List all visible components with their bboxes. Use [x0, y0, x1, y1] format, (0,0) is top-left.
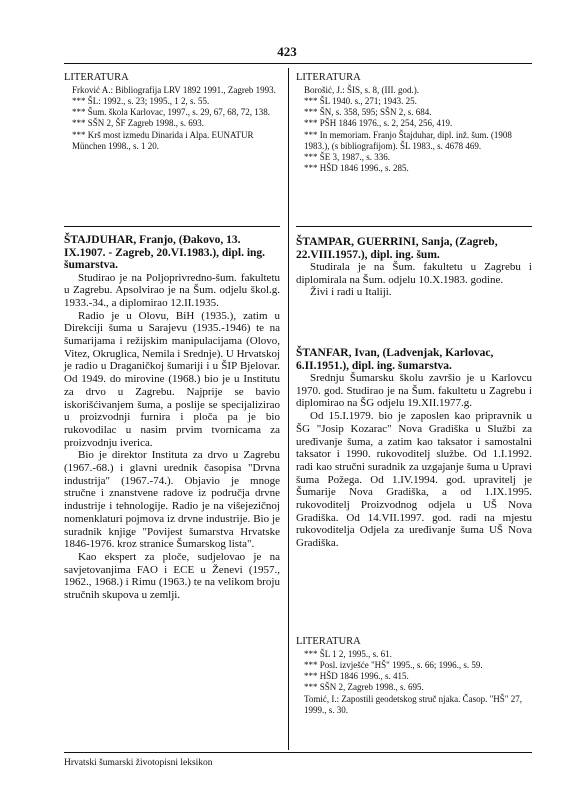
- entry-paragraph: Radio je u Olovu, BiH (1935.), zatim u Direkciji šuma u Sarajevu (1935.-1946) te na šumarijama i režijskim manipulacijama (Olovo, Vitez, Okruglica, Nemila i Srednje). U Hrvatskoj je radio u Draganičkoj šumariji i u ŠIP Bjelovar. Od 1949. do mirovine (1968.) bio je u Institutu za drvo u Zagrebu. Najprije se bavio iskorišćivanjem šuma, a poslije se specijalizirao u proizvodnji furnira i ploča pa je bio rukovodilac u nasim prvim tvornicama za proizvodnju iverica.: [64, 309, 280, 449]
- literature-item: *** Krš most izmedu Dinarida i Alpa. EUNATUR München 1998., s. 1 20.: [72, 129, 254, 151]
- literature-item: *** HŠD 1846 1996., s. 415.: [304, 671, 409, 682]
- entry-heading: ŠTANFAR, Ivan, (Ladvenjak, Karlovac, 6.II.1951.), dipl. ing. šumarstva.: [296, 347, 494, 372]
- literature-item: *** PŠH 1846 1976., s. 2, 254, 256, 419.: [304, 118, 453, 129]
- entry-paragraph: Bio je direktor Instituta za drvo u Zagrebu (1967.-68.) i glavni urednik časopisa "Drvna industrija" (1967.-74.). Objavio je mnoge stručne i znanstvene radove iz područja drvne industrije i tehnologije. Radio je na višejezičnoj nomenklaturi pojmova iz drvne industrije. Bio je suradnik knjige "Povijest šumarstva Hrvatske 1846-1976. kroz stranice Šumarskog lista".: [64, 449, 280, 551]
- entry-paragraph: Živi i radi u Italiji.: [310, 286, 392, 299]
- right-literature-2: [296, 636, 532, 716]
- entry-stampar: [296, 236, 532, 299]
- literature-heading: LITERATURA: [64, 72, 129, 83]
- entry-paragraph: Studirala je na Šum. fakultetu u Zagrebu i diplomirala na Šum. odjelu 10.X.1983. godine.: [296, 261, 532, 286]
- literature-item: *** SŠN 2, ŠF Zagreb 1998., s. 693.: [72, 118, 205, 129]
- page-footer: Hrvatski šumarski životopisni leksikon: [64, 758, 213, 768]
- literature-item: *** Šum. škola Karlovac, 1997., s. 29, 67, 68, 72, 138.: [72, 107, 270, 118]
- literature-item: Frković A.: Bibliografija LRV 1892 1991., Zagreb 1993.: [72, 84, 276, 95]
- bottom-rule: [64, 752, 532, 753]
- entry-stajduhar: [64, 234, 280, 602]
- literature-item: *** HŠD 1846 1996., s. 285.: [304, 163, 409, 174]
- left-column-rule: [64, 226, 280, 227]
- literature-item: *** ŠL: 1992., s. 23; 1995., 1 2, s. 55.: [72, 95, 210, 106]
- top-rule: [64, 63, 532, 64]
- literature-heading: LITERATURA: [296, 636, 361, 647]
- literature-item: Borošić, J.: ŠIS, s. 8, (III. god.).: [304, 84, 419, 95]
- column-divider: [288, 68, 289, 750]
- literature-heading: LITERATURA: [296, 72, 361, 83]
- entry-heading: ŠTAMPAR, GUERRINI, Sanja, (Zagreb, 22.VIII.1957.), dipl. ing. šum.: [296, 236, 498, 261]
- page-number: 423: [277, 44, 297, 59]
- entry-stanfar: [296, 347, 532, 550]
- right-literature: [296, 72, 532, 174]
- entry-paragraph: Kao ekspert za ploče, sudjelovao je na savjetovanjima FAO i ECE u Ženevi (1957., 1962., 1968.) i Rimu (1963.) te na velikom broju stručnih skupova u zemlji.: [64, 550, 280, 602]
- entry-heading: ŠTAJDUHAR, Franjo, (Đakovo, 13. IX.1907. - Zagreb, 20.VI.1983.), dipl. ing. šumarstva.: [64, 234, 266, 271]
- right-column-rule: [296, 226, 532, 227]
- literature-item: *** Posl. izvješće "HŠ" 1995., s. 66; 1996., s. 59.: [304, 659, 483, 670]
- literature-item: *** SŠN 2, Zagreb 1998., s. 695.: [304, 682, 424, 693]
- literature-item: *** ŠL 1940. s., 271; 1943. 25.: [304, 95, 417, 106]
- entry-paragraph: Studirao je na Poljoprivredno-šum. fakultetu u Zagrebu. Apsolvirao je na Šum. odjelu škol.g. 1933.-34., a diplomirao 12.II.1935.: [64, 271, 280, 309]
- literature-item: *** ŠL 1 2, 1995., s. 61.: [304, 648, 392, 659]
- left-literature: [64, 72, 280, 152]
- literature-item: *** In memoriam. Franjo Štajduhar, dipl. inž. šum. (1908 1983.), (s bibliografijom). ŠL 1983., s. 4678 469.: [304, 129, 512, 151]
- literature-item: Tomić, I.: Zapostili geodetskog struč njaka. Časop. "HŠ" 27, 1999., s. 30.: [304, 693, 522, 715]
- literature-item: *** ŠN, s. 358, 595; SŠN 2, s. 684.: [304, 107, 432, 118]
- entry-paragraph: Od 15.I.1979. bio je zaposlen kao pripravnik u ŠG "Josip Kozarac" Nova Gradiška u Službi za uređivanje šuma, a zatim kao taksator i samostalni taksator i 1990. rukovoditelj službe. Od 1.I.1992. radi kao stručni suradnik za uzgajanje šuma u Upravi šuma Požega. Od 1.IV.1994. god. upravitelj je Šumarije Nova Gradiška, a od 1.IX.1995. rukovoditelj Proizvodnog odjela u UŠ Nova Gradiška. Od 14.VII.1997. god. radi na mjestu rukovoditelja Odjela za uređivanje šuma UŠ Nova Gradiška.: [296, 410, 532, 550]
- entry-paragraph: Srednju Šumarsku školu završio je u Karlovcu 1970. god. Studirao je na Šum. fakultetu u Zagrebu i diplomirao na ŠG odjelu 19.XII.1977.g.: [296, 372, 532, 410]
- literature-item: *** ŠE 3, 1987., s. 336.: [304, 151, 391, 162]
